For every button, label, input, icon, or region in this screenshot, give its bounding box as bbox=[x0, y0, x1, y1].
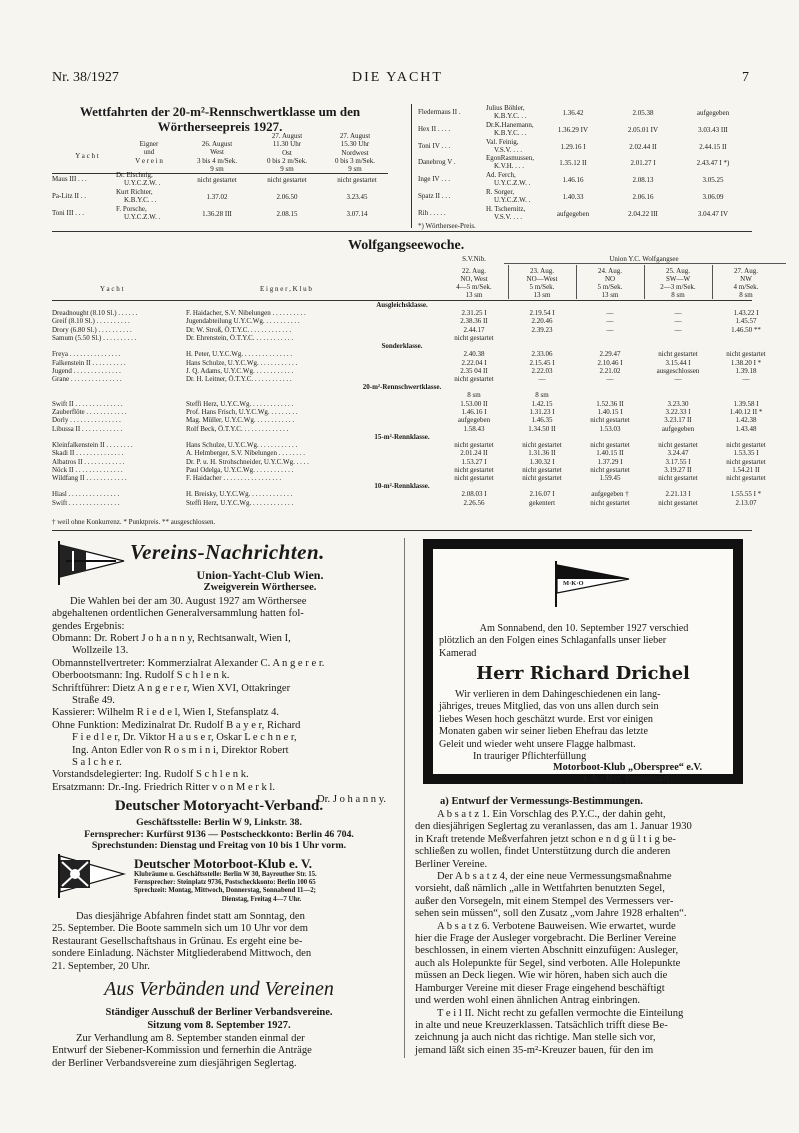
race-result: nicht gestartet bbox=[590, 498, 630, 507]
result-cell: 3.03.43 III bbox=[698, 125, 728, 134]
yacht-name: Swift . . . . . . . . . . . . . . . bbox=[52, 498, 120, 507]
result-row-owner-club: U.Y.C.Z.W. . bbox=[494, 196, 531, 204]
yacht-name: Falkenstein II . . . . . . . . . . bbox=[52, 358, 126, 367]
wolfgangsee-footnote: † weil ohne Konkurrenz. * Punktpreis. ** ausgeschlossen. bbox=[52, 518, 216, 526]
race-result: 1.59.45 bbox=[599, 474, 621, 483]
result-cell: 2.43.47 I *) bbox=[696, 159, 730, 168]
obituary-text: Wir verlieren in dem Dahingeschiedenen ein lang- jähriges, treues Mitglied, das von uns allen durch sein liebes Wesen hoch geschätzt wurde. Erst vor einigen Monaten gaben wir seiner lieben Ehefrau das letzte Geleit und wieder weht unsere Flagge halbmast. bbox=[439, 689, 661, 750]
yacht-owner: Mag. Müller, U.Y.C.Wg. . . . . . . . . . . . bbox=[186, 416, 295, 425]
result-cell: 1.40.33 bbox=[562, 193, 584, 201]
officer-line: Wollzeile 13. bbox=[72, 645, 129, 657]
race-result: 1.39.58 I bbox=[733, 399, 759, 408]
race-result: 1.45.57 bbox=[735, 317, 757, 326]
paragraph-line: in alte und neue Kreuzerklassen. Tatsächlich trifft diese Be- bbox=[415, 1019, 668, 1031]
result-row-owner: Kurt Richter, bbox=[116, 188, 153, 196]
union-intro: Die Wahlen bei der am 30. August 1927 am Wörthersee abgehaltenen ordentlichen Generalversammlung hatten fol- gendes Ergebnis: bbox=[52, 596, 307, 632]
yacht-name: Drory (6.80 Sl.) . . . . . . . . . . bbox=[52, 325, 132, 334]
paragraph-line: jemand läßt sich einen 35-m²-Kreuzer bauen, für den im bbox=[415, 1044, 654, 1056]
race-result: nicht gestartet bbox=[726, 440, 766, 449]
race-result: 3.22.33 I bbox=[665, 408, 691, 416]
result-row-yacht: Toni III . . . bbox=[52, 209, 84, 217]
col-day1-header: 26. August West 3 bis 4 m/Sek. 9 sm bbox=[196, 140, 238, 173]
result-cell: 1.36.42 bbox=[562, 109, 584, 117]
result-cell: 2.06.16 bbox=[632, 193, 654, 201]
race-result: 2.08.03 I bbox=[461, 490, 487, 499]
yacht-owner: Dr. Ehrenstein, Ö.T.Y.C. . . . . . . . . . . . bbox=[186, 333, 294, 342]
motorboot-klub-flag-icon bbox=[56, 852, 126, 900]
result-row-yacht: Fledermaus II . bbox=[418, 108, 461, 116]
yacht-owner: H. Breisky, U.Y.C.Wg. . . . . . . . . . . . . bbox=[186, 490, 293, 499]
result-row-owner: EgonRasmussen, bbox=[486, 154, 535, 163]
race-result: 3.24.47 bbox=[667, 449, 689, 458]
paragraph-line: beschlossen, in einem vierten Abschnitt einzufügen: Ausleger, bbox=[415, 945, 679, 957]
result-cell: 1.46.16 bbox=[562, 176, 584, 185]
race-result: nicht gestartet bbox=[726, 474, 766, 483]
officer-line: Ohne Funktion: Medizinalrat Dr. Rudolf B a y e r, Richard bbox=[52, 719, 301, 731]
officer-line: Vorstandsdelegierter: Ing. Rudolf S c h l e n k. bbox=[52, 769, 249, 781]
paragraph-line: T e i l II. Nicht recht zu gefallen vermochte die Einteilung bbox=[437, 1007, 684, 1019]
race-result: 1.53.27 I bbox=[461, 457, 487, 466]
dmv-info: Geschäftsstelle: Berlin W 9, Linkstr. 38. Fernsprecher: Kurfürst 9136 — Postscheckkonto: Berlin 46 704. Sprechstunden: Dienstag und Freitag von 10 bis 1 Uhr vorm. bbox=[84, 817, 354, 852]
result-row-owner: Julius Böhler, bbox=[486, 104, 525, 112]
result-cell: 1.37.02 bbox=[206, 193, 228, 201]
race-result: 3.19.27 II bbox=[664, 465, 692, 474]
race-result: nicht gestartet bbox=[590, 440, 630, 449]
result-row-yacht: Toni IV . . . bbox=[418, 141, 451, 150]
yacht-owner: Dr. W. Stroß, Ö.T.Y.C. . . . . . . . . . . . . bbox=[186, 325, 292, 334]
race-result: 2.19.54 I bbox=[529, 309, 555, 317]
vereins-nachrichten-title: Vereins-Nachrichten. bbox=[130, 540, 325, 564]
vermessung-text bbox=[415, 809, 750, 1057]
race-result: 1.46.16 I bbox=[461, 408, 487, 416]
col-race-header: 5 m/Sek. bbox=[529, 283, 555, 291]
result-row-owner-club: V.S.V. . . . bbox=[494, 145, 522, 154]
obituary-signatory: i. A.: Bär, Pressewart bbox=[583, 773, 670, 784]
result-cell: 1.35.12 II bbox=[559, 159, 587, 168]
result-cell: nicht gestartet bbox=[337, 176, 377, 184]
col-race-header: NO, West bbox=[460, 275, 488, 283]
race-result: nicht gestartet bbox=[454, 465, 494, 474]
col-race-header: 13 sm bbox=[601, 291, 619, 299]
race-result: gekentert bbox=[528, 498, 556, 507]
yacht-owner: Prof. Hans Frisch, U.Y.C.Wg. . . . . . . . . bbox=[186, 408, 298, 416]
race-result: — bbox=[674, 375, 682, 384]
result-row-owner-club: U.Y.C.Z.W. . bbox=[124, 213, 161, 221]
result-row-yacht: Danebrog V . bbox=[418, 158, 456, 167]
race-result: 1.58.43 bbox=[463, 424, 485, 433]
col-race-header: 23. Aug. bbox=[530, 267, 554, 275]
union-officers bbox=[52, 633, 386, 807]
result-row-owner: H. Tschernitz, bbox=[486, 204, 526, 213]
col-union-header: Union Y.C. Wolfgangsee bbox=[609, 255, 679, 263]
col-race-header: 13 sm bbox=[465, 291, 483, 299]
race-result: nicht gestartet bbox=[522, 440, 562, 449]
verbaende-paragraph: Zur Verhandlung am 8. September standen einmal der Entwurf der Siebener-Kommission und fernerhin die Anträge der Berliner Verbandsvereine zum diesjährigen Seglertag. bbox=[52, 1033, 312, 1069]
col-race-header: 25. Aug. bbox=[666, 267, 690, 275]
race-result: 2.26.56 bbox=[463, 498, 485, 507]
result-cell: 3.23.45 bbox=[346, 193, 368, 201]
race-result: 3.15.44 I bbox=[665, 358, 691, 367]
paragraph-line: den diesjährigen Seglertag zu veranlassen, das am 1. Januar 1930 bbox=[415, 821, 692, 833]
race-result: — bbox=[538, 375, 546, 384]
race-result: nicht gestartet bbox=[658, 474, 698, 483]
col-race-header: NO—West bbox=[526, 275, 558, 283]
race-result: 2.21.02 bbox=[599, 366, 621, 375]
page-number: 7 bbox=[742, 70, 749, 85]
officer-line: Obmann: Dr. Robert J o h a n n y, Rechtsanwalt, Wien I, bbox=[52, 633, 291, 644]
result-cell: 3.05.25 bbox=[702, 176, 724, 185]
race-result: 2.20.46 bbox=[531, 317, 553, 326]
dmk-announcement: Das diesjährige Abfahren findet statt am Sonntag, den 25. September. Die Boote sammeln sich um 10 Uhr vor dem Restaurant Gesellschaftshaus in Grünau. Es ergeht eine be- sondere Einladung. Nächster Mitgliederabend Mittwoch, den 21. September, 20 Uhr. bbox=[52, 911, 312, 972]
race-result: 2.16.07 I bbox=[529, 490, 555, 499]
yacht-name: Greif (8.10 Sl.) . . . . . . . . . . bbox=[52, 317, 130, 326]
race-result: — bbox=[606, 325, 614, 334]
yacht-name: Skadi II . . . . . . . . . . . . . . bbox=[52, 449, 124, 458]
col-owner-header: Eigner und V e r e i n bbox=[135, 140, 163, 165]
race-result: 2.15.45 I bbox=[529, 358, 555, 367]
obituary-box bbox=[423, 539, 743, 784]
race-result: 2.01.24 II bbox=[460, 449, 488, 458]
woerthersee-title-line2: Wörtherseepreis 1927. bbox=[157, 119, 283, 134]
race-result: 1.40.15 II bbox=[596, 449, 624, 458]
result-cell: 2.02.44 II bbox=[629, 142, 657, 151]
col-race-header: 13 sm bbox=[533, 291, 551, 299]
race-result: 1.31.23 I bbox=[529, 408, 555, 416]
result-row-yacht: Rih . . . . . bbox=[418, 208, 446, 217]
race-result: 1.53.03 bbox=[599, 424, 621, 433]
yacht-owner: J. Q. Adams, U.Y.C.Wg. . . . . . . . . . . . bbox=[186, 366, 294, 375]
col-race-header: SW—W bbox=[665, 275, 691, 283]
col-race-header: 22. Aug. bbox=[462, 267, 486, 275]
wolfgangsee-title: Wolfgangseewoche. bbox=[348, 238, 465, 253]
race-result: 2.38.36 II bbox=[460, 317, 488, 326]
race-result: 1.37.29 I bbox=[597, 457, 623, 466]
race-result: nicht gestartet bbox=[454, 375, 494, 384]
race-result: 3.23.17 II bbox=[664, 416, 692, 425]
woerthersee-title bbox=[52, 104, 388, 134]
yacht-name: Zauberflöte . . . . . . . . . . . . bbox=[52, 408, 127, 416]
col-race-header: 24. Aug. bbox=[598, 267, 622, 275]
race-result: 1.39.18 bbox=[735, 366, 757, 375]
yacht-name: Samum (5.50 Sl.) . . . . . . . . . . bbox=[52, 333, 137, 342]
yacht-name: Wildfang II . . . . . . . . . . . . bbox=[52, 474, 127, 483]
result-cell: 2.08.13 bbox=[632, 176, 654, 185]
result-cell: aufgegeben bbox=[696, 109, 730, 117]
verbaende-subtitle-1: Ständiger Ausschuß der Berliner Verbandsvereine. bbox=[105, 1007, 333, 1018]
union-yacht-club-flag-icon bbox=[56, 539, 126, 587]
race-result: 1.43.48 bbox=[735, 424, 757, 433]
race-result: 2.31.25 I bbox=[461, 309, 487, 317]
race-result: 1.42.38 bbox=[735, 416, 757, 425]
race-result: nicht gestartet bbox=[658, 498, 698, 507]
race-result: 8 sm bbox=[535, 391, 549, 400]
result-row-owner: Val. Feinig, bbox=[486, 137, 519, 146]
race-result: 2.29.47 bbox=[599, 350, 621, 359]
vermessung-title: a) Entwurf der Vermessungs-Bestimmungen. bbox=[440, 796, 643, 807]
result-row-owner-club: U.Y.C.Z.W. . bbox=[494, 179, 531, 188]
race-result: nicht gestartet bbox=[590, 416, 630, 425]
class-heading: Ausgleichsklasse. bbox=[376, 301, 428, 309]
col-race-header: 4 m/Sek. bbox=[733, 283, 759, 291]
yacht-name: Libussa II . . . . . . . . . . . . bbox=[52, 424, 123, 433]
result-cell: 3.06.09 bbox=[702, 193, 724, 201]
paragraph-line: Der A b s a t z 4, der eine neue Vermessungsmaßnahme bbox=[437, 871, 672, 883]
officer-line: Straße 49. bbox=[72, 695, 115, 707]
col-race-header: NO bbox=[604, 275, 616, 283]
race-result: nicht gestartet bbox=[454, 333, 494, 342]
result-row-yacht: Hex II . . . . bbox=[418, 124, 451, 133]
verbaende-subtitle-2: Sitzung vom 8. September 1927. bbox=[147, 1020, 291, 1031]
race-result: nicht gestartet bbox=[590, 465, 630, 474]
yacht-name: Hiasl . . . . . . . . . . . . . . . bbox=[52, 490, 120, 499]
result-row-owner-club: K.B.Y.C. . . bbox=[124, 196, 157, 204]
race-result: ausgeschlossen bbox=[656, 366, 700, 375]
paragraph-line: müssen an Deck liegen. Wie wir hören, haben sich auch die bbox=[415, 970, 668, 982]
result-row-yacht: Inge IV . . . bbox=[418, 175, 450, 184]
officer-line: F i e d l e r, Dr. Viktor H a u s e r, Oskar L e c h n e r, bbox=[72, 732, 297, 744]
yacht-owner: F. Haidacher, S.V. Nibelungen . . . . . . . . . . bbox=[186, 309, 306, 317]
race-result: aufgegeben bbox=[457, 416, 491, 425]
race-result: 2.33.06 bbox=[531, 350, 553, 359]
result-cell: 2.05.38 bbox=[632, 109, 654, 117]
yacht-name: Albatros II . . . . . . . . . . . . bbox=[52, 457, 125, 466]
race-result: 1.30.32 I bbox=[529, 457, 555, 466]
race-result: nicht gestartet bbox=[454, 474, 494, 483]
race-result: 1.34.50 II bbox=[528, 424, 556, 433]
result-cell: nicht gestartet bbox=[197, 176, 237, 184]
result-cell: 3.04.47 IV bbox=[697, 209, 729, 218]
result-row-owner: F. Porsche, bbox=[116, 205, 147, 213]
class-heading: 20-m²-Rennschwertklasse. bbox=[362, 383, 442, 392]
race-result: 1.53.35 I bbox=[733, 449, 759, 458]
obituary-intro: Am Sonnabend, den 10. September 1927 verschied plötzlich an den Folgen eines Schlaganfalls unser lieber Kamerad bbox=[439, 623, 689, 659]
paragraph-line: sehen sein müssen“, soll den Zusatz „vom Jahre 1928 erhalten“. bbox=[415, 908, 687, 920]
verbaende-title: Aus Verbänden und Vereinen bbox=[104, 978, 334, 1000]
woerthersee-footnote: *) Wörthersee-Preis. bbox=[418, 222, 476, 230]
race-result: 1.53.00 II bbox=[460, 399, 488, 408]
result-row-owner: Ad. Ferch, bbox=[486, 171, 516, 180]
result-cell: 2.06.50 bbox=[276, 193, 298, 201]
paragraph-line: A b s a t z 1. Ein Vorschlag des P.Y.C., der dahin geht, bbox=[437, 809, 666, 820]
race-result: 2.39.23 bbox=[531, 325, 553, 334]
race-result: aufgegeben bbox=[661, 424, 695, 433]
class-heading: 15-m²-Rennklasse. bbox=[374, 432, 430, 441]
col-race-header: 4—5 m/Sek. bbox=[456, 283, 492, 291]
union-club-title: Union-Yacht-Club Wien. bbox=[196, 568, 324, 582]
col-race-header: 8 sm bbox=[739, 291, 753, 299]
paragraph-line: und werden wohl einen ähnlichen Antrag einbringen. bbox=[415, 995, 641, 1007]
result-row-owner-club: K.V.H. . . . bbox=[494, 162, 525, 171]
result-cell: 2.44.15 II bbox=[699, 142, 727, 151]
paragraph-line: A b s a t z 6. Verbotene Bauweisen. Wie erwartet, wurde bbox=[437, 920, 676, 932]
result-cell: aufgegeben bbox=[556, 209, 590, 218]
race-result: 1.40.15 I bbox=[597, 408, 623, 416]
yacht-owner: Jugendabteilung U.Y.C.Wg. . . . . . . . . . . bbox=[186, 317, 300, 326]
paragraph-line: Berliner Vereine. bbox=[415, 858, 488, 870]
race-result: nicht gestartet bbox=[658, 440, 698, 449]
dmk-info: Klubräume u. Geschäftsstelle: Berlin W 30, Bayreuther Str. 15. Fernsprecher: Steinplatz 9736, Postscheckkonto: Berlin 100 65 Sprechzeit: Montag, Mittwoch, Donnerstag, Sonnabend 11—2; Dienstag, Freitag 4—7 Uhr. bbox=[134, 871, 317, 903]
yacht-owner: Dr. H. Leitner, Ö.T.Y.C. . . . . . . . . . . . bbox=[186, 375, 292, 384]
yacht-name: Grane . . . . . . . . . . . . . . . bbox=[52, 375, 122, 384]
paragraph-line: in Kraft tretende Meßverfahren jetzt schon e n d g ü l t i g be- bbox=[415, 833, 676, 845]
magazine-title: DIE YACHT bbox=[352, 70, 443, 85]
woerthersee-title-line1: Wettfahrten der 20-m²-Rennschwertklasse um den bbox=[79, 104, 361, 119]
officer-line: S a l c h e r. bbox=[72, 757, 122, 769]
mko-pennant-label: M·K·O bbox=[563, 580, 584, 587]
paragraph-line: schließen zu wollen, findet Unterstützung durch die anderen bbox=[415, 846, 671, 858]
race-result: 3.23.30 bbox=[667, 399, 689, 408]
yacht-name: Jugend . . . . . . . . . . . . . . bbox=[52, 366, 121, 375]
result-cell: 2.05.01 IV bbox=[627, 125, 659, 134]
race-result: nicht gestartet bbox=[726, 350, 766, 359]
race-result: — bbox=[674, 317, 682, 326]
paragraph-line: vorsieht, daß nämlich „alle in Wettfahrten benutzten Segel, bbox=[415, 883, 665, 895]
yacht-name: Swift II . . . . . . . . . . . . . . bbox=[52, 399, 123, 408]
race-result: nicht gestartet bbox=[522, 474, 562, 483]
yacht-owner: Dr. P. u. H. Strohschneider, U.Y.C.Wg. . . . . bbox=[186, 457, 309, 466]
officer-line: Obmannstellvertreter: Kommerzialrat Alexander C. A n g e r e r. bbox=[52, 657, 325, 669]
race-result: 1.42.15 bbox=[531, 399, 553, 408]
result-cell: 2.04.22 III bbox=[628, 209, 658, 218]
officer-line: Ing. Anton Edler von R o s m i n i, Direktor Robert bbox=[72, 744, 289, 756]
result-cell: 2.01.27 I bbox=[630, 159, 656, 168]
result-cell: 1.36.28 III bbox=[202, 210, 232, 218]
result-cell: 1.36.29 IV bbox=[557, 125, 589, 134]
yacht-name: Dorly . . . . . . . . . . . . . . . bbox=[52, 416, 121, 425]
yacht-owner: A. Helmberger, S.V. Nibelungen . . . . . . . . bbox=[186, 449, 306, 458]
race-result: 2.21.13 I bbox=[665, 490, 691, 499]
col-day3-header: 27. August 15.30 Uhr Nordwest 0 bis 3 m/Sek. 9 sm bbox=[334, 132, 376, 174]
race-result: 2.40.38 bbox=[463, 350, 485, 359]
yacht-owner: Hans Schulze, U.Y.C.Wg. . . . . . . . . . . . bbox=[186, 440, 298, 449]
paragraph-line: Hamburger Vereine mit dieser Frage eingehend beschäftigt bbox=[415, 982, 665, 994]
result-row-owner-club: V.S.V. . . . bbox=[494, 212, 522, 221]
race-result: 3.17.55 I bbox=[665, 457, 691, 466]
race-result: aufgegeben † bbox=[591, 490, 629, 499]
result-row-owner-club: U.Y.C.Z.W. . bbox=[124, 179, 161, 187]
result-row-owner: Dr. Elschnig, bbox=[116, 171, 153, 179]
yacht-owner: F. Haidacher . . . . . . . . . . . . . . . . . bbox=[186, 474, 282, 483]
race-result: 2.35 04 II bbox=[460, 366, 488, 375]
race-result: — bbox=[606, 317, 614, 326]
race-result: 2.22.04 I bbox=[461, 358, 487, 367]
yacht-owner: Rolf Beck, Ö.T.Y.C. . . . . . . . . . . . . . bbox=[186, 424, 289, 433]
yacht-name: Nöck II . . . . . . . . . . . . . . bbox=[52, 465, 123, 474]
race-result: — bbox=[606, 309, 614, 317]
result-row-owner: R. Sorger, bbox=[486, 188, 515, 196]
col-race-header: 8 sm bbox=[671, 291, 685, 299]
result-row-owner-club: K.B.Y.C. . . bbox=[494, 112, 527, 120]
col-race-header: NW bbox=[740, 275, 752, 283]
race-result: 1.43.22 I bbox=[733, 309, 759, 317]
race-result: 8 sm bbox=[467, 391, 481, 400]
race-result: 2.13.07 bbox=[735, 498, 757, 507]
result-cell: 1.29.16 I bbox=[560, 142, 586, 151]
race-result: 1.55.55 I * bbox=[730, 490, 762, 499]
officer-line: Kassierer: Wilhelm R i e d e l, Wien I, Stefansplatz 4. bbox=[52, 707, 280, 719]
obituary-closing: In trauriger Pflichterfüllung bbox=[473, 751, 587, 762]
result-cell: 3.07.14 bbox=[346, 210, 368, 218]
race-result: 1.38.20 I * bbox=[730, 358, 762, 367]
race-result: — bbox=[674, 325, 682, 334]
race-result: 2.22.03 bbox=[531, 366, 553, 375]
race-result: — bbox=[606, 375, 614, 384]
race-result: 1.54.21 II bbox=[732, 465, 760, 474]
col-race-header: 2—3 m/Sek. bbox=[660, 283, 696, 291]
officer-line: Schriftführer: Dietz A n g e r e r, Wien XVI, Ottakringer bbox=[52, 682, 291, 694]
yacht-name: Dreadnought (8.10 Sl.) . . . . . . bbox=[52, 309, 138, 317]
col-yacht-header: Y a c h t bbox=[100, 285, 124, 293]
dmk-title: Deutscher Motorboot-Klub e. V. bbox=[134, 856, 313, 871]
col-owner-header: E i g n e r , K l u b bbox=[260, 285, 312, 293]
race-result: — bbox=[742, 375, 750, 384]
col-race-header: 27. Aug. bbox=[734, 267, 758, 275]
yacht-name: Kleinfalkenstein II . . . . . . . . bbox=[52, 440, 133, 449]
race-result: 1.46.35 bbox=[531, 416, 553, 425]
yacht-owner: H. Peter, U.Y.C.Wg. . . . . . . . . . . . . . . bbox=[186, 350, 293, 359]
race-result: 1.52.36 II bbox=[596, 399, 624, 408]
paragraph-line: hier die Frage der Ausleger vorgebracht. Die Berliner Vereine bbox=[415, 933, 677, 945]
race-result: 1.46.50 ** bbox=[731, 325, 761, 334]
race-result: — bbox=[674, 309, 682, 317]
paragraph-line: außer den Vorsegeln, mit einem Stempel des Vermessers ver- bbox=[415, 895, 674, 907]
officer-line: Dr. J o h a n n y. bbox=[316, 794, 386, 806]
yacht-owner: Steffi Herz, U.Y.C.Wg. . . . . . . . . . . . . bbox=[186, 498, 294, 507]
race-result: nicht gestartet bbox=[522, 465, 562, 474]
class-heading: Sonderklasse. bbox=[381, 342, 423, 351]
union-club-subtitle: Zweigverein Wörthersee. bbox=[203, 582, 317, 593]
race-result: nicht gestartet bbox=[454, 440, 494, 449]
obituary-name: Herr Richard Drichel bbox=[476, 663, 690, 684]
result-row-owner-club: K.B.Y.C. . . bbox=[494, 128, 527, 137]
race-result: 2.10.46 I bbox=[597, 358, 623, 367]
yacht-owner: Hans Schulze, U.Y.C.Wg. . . . . . . . . . . . bbox=[186, 358, 298, 367]
result-row-yacht: Pa-Litz II . . bbox=[52, 192, 87, 200]
obituary-signature: Motorboot-Klub „Oberspree“ e.V. bbox=[553, 762, 703, 773]
result-cell: 2.08.15 bbox=[276, 210, 298, 218]
race-result: 1.40.12 II * bbox=[729, 408, 763, 416]
col-day2-header: 27. August 11.30 Uhr Ost 0 bis 2 m/Sek. 9 sm bbox=[266, 132, 308, 174]
result-row-yacht: Spatz II . . . bbox=[418, 192, 451, 200]
class-heading: 10-m²-Rennklasse. bbox=[374, 482, 430, 491]
result-row-yacht: Maus III . . . bbox=[52, 175, 87, 183]
yacht-owner: Paul Odelga, U.Y.C.Wg. . . . . . . . . . . . bbox=[186, 465, 294, 474]
col-race-header: 5 m/Sek. bbox=[597, 283, 623, 291]
race-result: nicht gestartet bbox=[726, 457, 766, 466]
race-result: 2.44.17 bbox=[463, 325, 485, 334]
col-yacht-header: Y a c h t bbox=[75, 152, 99, 160]
yacht-owner: Steffi Herz, U.Y.C.Wg. . . . . . . . . . . . . bbox=[186, 399, 294, 408]
dmv-title: Deutscher Motoryacht-Verband. bbox=[114, 798, 324, 814]
col-svnib-header: S.V.Nib. bbox=[462, 255, 486, 263]
paragraph-line: zeichnung ja auch nicht das richtige. Man stelle sich vor, bbox=[415, 1032, 656, 1044]
issue-number: Nr. 38/1927 bbox=[52, 70, 119, 85]
officer-line: Ersatzmann: Dr.-Ing. Friedrich Ritter v o n M e r k l. bbox=[52, 781, 276, 793]
result-row-owner: Dr.K.Hanemann, bbox=[486, 120, 534, 129]
paragraph-line: auch als Holepunkte für Segel, sind verboten. Alle Holepunkte bbox=[415, 957, 681, 969]
race-result: nicht gestartet bbox=[658, 350, 698, 359]
yacht-name: Freya . . . . . . . . . . . . . . . bbox=[52, 350, 121, 359]
race-result: 1.31.36 II bbox=[528, 449, 556, 458]
result-cell: nicht gestartet bbox=[267, 176, 307, 184]
officer-line: Oberbootsmann: Ing. Rudolf S c h l e n k. bbox=[52, 670, 230, 682]
